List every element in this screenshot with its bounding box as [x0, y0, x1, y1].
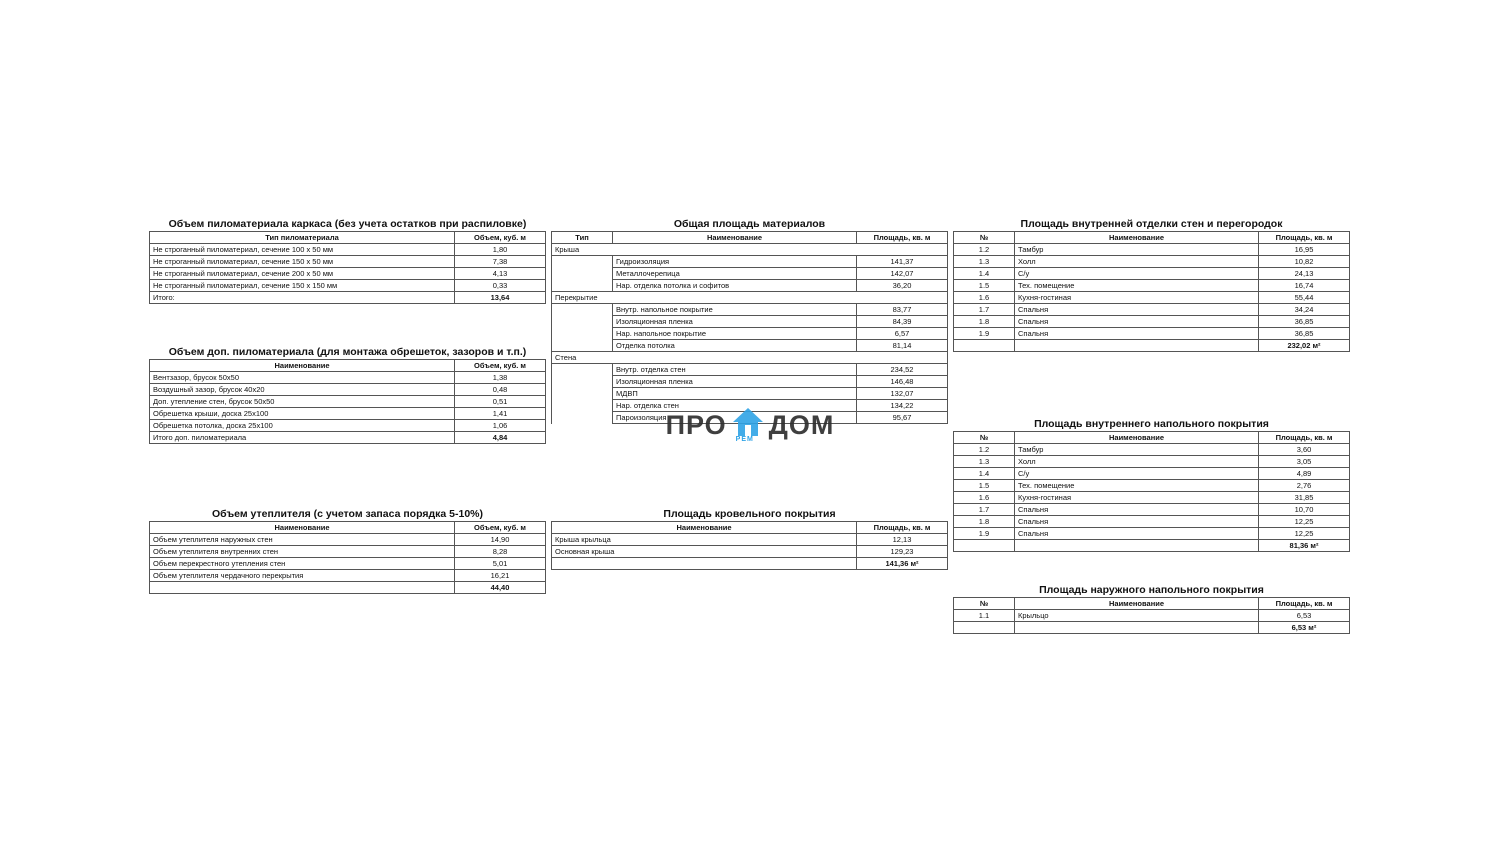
table-row [150, 570, 546, 582]
table-cell: 1.5 [954, 280, 1015, 292]
table-cell: С/у [1015, 268, 1259, 280]
table-cell: 4,13 [455, 268, 546, 280]
walls-table [953, 231, 1350, 352]
roof-table [551, 521, 948, 570]
group-spacer [552, 280, 613, 292]
table-cell: Кухня-гостиная [1015, 492, 1259, 504]
table-row [150, 396, 546, 408]
total-label [150, 582, 455, 594]
total-label [1015, 622, 1259, 634]
table-cell: 24,13 [1259, 268, 1350, 280]
table-cell: 1.5 [954, 480, 1015, 492]
table-cell: 83,77 [857, 304, 948, 316]
table-cell: Спальня [1015, 316, 1259, 328]
table-cell: 81,14 [857, 340, 948, 352]
table-row [552, 534, 948, 546]
table-cell: Холл [1015, 456, 1259, 468]
table-row [954, 328, 1350, 340]
table-row [552, 316, 948, 328]
table-cell: 3,60 [1259, 444, 1350, 456]
logo-sub: РЕМ [735, 436, 754, 443]
table-cell: 16,95 [1259, 244, 1350, 256]
table-row [954, 268, 1350, 280]
table-cell: 84,39 [857, 316, 948, 328]
table-cell: 146,48 [857, 376, 948, 388]
col-header: Наименование [150, 522, 455, 534]
total-label: Итого: [150, 292, 455, 304]
table-row [150, 534, 546, 546]
table-row [954, 610, 1350, 622]
col-header: № [954, 232, 1015, 244]
table-cell: 1.9 [954, 528, 1015, 540]
table-cell: 5,01 [455, 558, 546, 570]
table-row [954, 316, 1350, 328]
table-cell: 1.4 [954, 268, 1015, 280]
col-header: Площадь, кв. м [1259, 432, 1350, 444]
outer-floor-block [953, 583, 1350, 634]
table-row [150, 244, 546, 256]
outer-floor-title: Площадь наружного напольного покрытия [1039, 584, 1264, 596]
walls-block [953, 217, 1350, 352]
table-row [954, 528, 1350, 540]
table-cell: С/у [1015, 468, 1259, 480]
table-cell: Тамбур [1015, 444, 1259, 456]
materials-title: Общая площадь материалов [673, 218, 826, 230]
table-cell: Спальня [1015, 304, 1259, 316]
table-row [150, 558, 546, 570]
table-cell: 1.6 [954, 292, 1015, 304]
table-row [552, 304, 948, 316]
group-spacer [552, 412, 613, 424]
roof-title: Площадь кровельного покрытия [663, 508, 836, 520]
table-cell: 0,48 [455, 384, 546, 396]
table-cell: 36,85 [1259, 328, 1350, 340]
logo-text-right: ДОМ [768, 409, 835, 440]
table-cell: Изоляционная пленка [613, 316, 857, 328]
table-cell: Нар. отделка стен [613, 400, 857, 412]
table-cell: Отделка потолка [613, 340, 857, 352]
table-row [552, 280, 948, 292]
group-row [552, 352, 948, 364]
col-header: Наименование [1015, 598, 1259, 610]
walls-title: Площадь внутренней отделки стен и перегородок [1020, 218, 1283, 230]
table-cell: Спальня [1015, 504, 1259, 516]
col-header: № [954, 432, 1015, 444]
col-header: Объем, куб. м [455, 360, 546, 372]
table-cell: Обрешетка потолка, доска 25х100 [150, 420, 455, 432]
table-cell: Кухня-гостиная [1015, 292, 1259, 304]
table-row [954, 280, 1350, 292]
floor-title: Площадь внутреннего напольного покрытия [1034, 418, 1269, 430]
group-spacer [552, 268, 613, 280]
col-header: Тип [552, 232, 613, 244]
table-row [954, 492, 1350, 504]
table-row [150, 384, 546, 396]
group-spacer [552, 304, 613, 316]
table-cell: Основная крыша [552, 546, 857, 558]
table-cell: Нар. отделка потолка и софитов [613, 280, 857, 292]
table-cell: 12,25 [1259, 516, 1350, 528]
insulation-table [149, 521, 546, 594]
table-cell: 12,25 [1259, 528, 1350, 540]
table-cell: 6,53 [1259, 610, 1350, 622]
table-cell: 55,44 [1259, 292, 1350, 304]
table-row [552, 388, 948, 400]
group-type-label: Крыша [552, 244, 948, 256]
table-cell: 14,90 [455, 534, 546, 546]
group-spacer [552, 328, 613, 340]
table-row [150, 420, 546, 432]
total-label [1015, 540, 1259, 552]
table-cell: Крыша крыльца [552, 534, 857, 546]
group-row [552, 292, 948, 304]
group-spacer [552, 316, 613, 328]
col-header: Объем, куб. м [455, 522, 546, 534]
group-spacer [552, 364, 613, 376]
table-cell: 141,37 [857, 256, 948, 268]
group-spacer [552, 388, 613, 400]
col-header: Наименование [552, 522, 857, 534]
total-row [552, 558, 948, 570]
table-cell: Не строганный пиломатериал, сечение 150 х 150 мм [150, 280, 455, 292]
col-header: Площадь, кв. м [857, 232, 948, 244]
table-row [954, 292, 1350, 304]
table-cell: Изоляционная пленка [613, 376, 857, 388]
logo-text-left: ПРО [665, 409, 727, 440]
total-row [954, 622, 1350, 634]
frame-lumber-table [149, 231, 546, 304]
table-cell: Объем перекрестного утепления стен [150, 558, 455, 570]
col-header: Площадь, кв. м [1259, 598, 1350, 610]
insulation-title: Объем утеплителя (с учетом запаса порядка 5-10%) [211, 508, 484, 520]
total-value: 141,36 м² [857, 558, 948, 570]
table-cell: 129,23 [857, 546, 948, 558]
total-label [954, 340, 1015, 352]
table-row [954, 256, 1350, 268]
table-row [954, 516, 1350, 528]
group-type-label: Перекрытие [552, 292, 948, 304]
table-row [954, 304, 1350, 316]
outer-floor-table [953, 597, 1350, 634]
col-header: Наименование [1015, 232, 1259, 244]
table-cell: Вентзазор, брусок 50х50 [150, 372, 455, 384]
extra-lumber-title: Объем доп. пиломатериала (для монтажа обрешеток, зазоров и т.п.) [168, 346, 527, 358]
table-cell: Внутр. напольное покрытие [613, 304, 857, 316]
table-cell: Тех. помещение [1015, 480, 1259, 492]
table-cell: 4,89 [1259, 468, 1350, 480]
total-value: 81,36 м² [1259, 540, 1350, 552]
table-row [552, 376, 948, 388]
table-cell: 1.8 [954, 316, 1015, 328]
table-row [552, 340, 948, 352]
table-cell: 1.1 [954, 610, 1015, 622]
table-cell: Тамбур [1015, 244, 1259, 256]
table-row [150, 372, 546, 384]
col-header: Тип пиломатериала [150, 232, 455, 244]
table-cell: 0,33 [455, 280, 546, 292]
table-cell: 1.7 [954, 504, 1015, 516]
table-row [150, 408, 546, 420]
table-cell: Обрешетка крыши, доска 25х100 [150, 408, 455, 420]
group-row [552, 244, 948, 256]
table-cell: 34,24 [1259, 304, 1350, 316]
table-row [150, 256, 546, 268]
total-label [954, 622, 1015, 634]
total-label [954, 540, 1015, 552]
table-cell: 31,85 [1259, 492, 1350, 504]
table-cell: 1.2 [954, 444, 1015, 456]
table-cell: Спальня [1015, 528, 1259, 540]
watermark-logo [650, 402, 850, 448]
materials-table [551, 231, 948, 424]
frame-lumber-block [149, 217, 546, 304]
table-cell: Нар. напольное покрытие [613, 328, 857, 340]
table-cell: 1.9 [954, 328, 1015, 340]
table-cell: 3,05 [1259, 456, 1350, 468]
house-icon [731, 407, 765, 443]
table-cell: 36,85 [1259, 316, 1350, 328]
frame-lumber-title: Объем пиломатериала каркаса (без учета остатков при распиловке) [168, 218, 527, 230]
group-spacer [552, 400, 613, 412]
total-value: 6,53 м² [1259, 622, 1350, 634]
total-row [954, 540, 1350, 552]
total-value: 13,64 [455, 292, 546, 304]
table-cell: Металлочерепица [613, 268, 857, 280]
group-spacer [552, 376, 613, 388]
total-row [150, 292, 546, 304]
table-cell: МДВП [613, 388, 857, 400]
table-cell: 1,06 [455, 420, 546, 432]
materials-block [551, 217, 948, 424]
table-cell: 36,20 [857, 280, 948, 292]
col-header: Объем, куб. м [455, 232, 546, 244]
table-cell: 16,21 [455, 570, 546, 582]
table-row [954, 444, 1350, 456]
total-label: Итого доп. пиломатериала [150, 432, 455, 444]
table-cell: Спальня [1015, 328, 1259, 340]
table-cell: 12,13 [857, 534, 948, 546]
col-header: Площадь, кв. м [1259, 232, 1350, 244]
table-cell: 1,38 [455, 372, 546, 384]
table-row [954, 468, 1350, 480]
table-row [552, 546, 948, 558]
table-cell: 2,76 [1259, 480, 1350, 492]
table-cell: 1.7 [954, 304, 1015, 316]
group-type-label: Стена [552, 352, 948, 364]
table-row [954, 456, 1350, 468]
table-cell: 142,07 [857, 268, 948, 280]
extra-lumber-block [149, 345, 546, 444]
table-cell: Не строганный пиломатериал, сечение 150 х 50 мм [150, 256, 455, 268]
table-row [954, 504, 1350, 516]
total-row [150, 432, 546, 444]
table-cell: Внутр. отделка стен [613, 364, 857, 376]
table-cell: 1,41 [455, 408, 546, 420]
table-cell: Объем утеплителя внутренних стен [150, 546, 455, 558]
table-cell: Не строганный пиломатериал, сечение 100 х 50 мм [150, 244, 455, 256]
table-cell: 0,51 [455, 396, 546, 408]
total-label [1015, 340, 1259, 352]
table-cell: Гидроизоляция [613, 256, 857, 268]
table-row [552, 364, 948, 376]
total-label [552, 558, 857, 570]
col-header: Наименование [613, 232, 857, 244]
table-row [552, 268, 948, 280]
floor-table [953, 431, 1350, 552]
table-row [150, 268, 546, 280]
table-cell: 1.4 [954, 468, 1015, 480]
table-cell: 1.6 [954, 492, 1015, 504]
col-header: Площадь, кв. м [857, 522, 948, 534]
table-cell: 1.2 [954, 244, 1015, 256]
table-cell: 8,28 [455, 546, 546, 558]
roof-block [551, 507, 948, 570]
group-spacer [552, 256, 613, 268]
table-cell: 1.3 [954, 456, 1015, 468]
extra-lumber-table [149, 359, 546, 444]
table-cell: Холл [1015, 256, 1259, 268]
table-cell: 6,57 [857, 328, 948, 340]
insulation-block [149, 507, 546, 594]
table-cell: Крыльцо [1015, 610, 1259, 622]
table-cell: 7,38 [455, 256, 546, 268]
table-cell: Доп. утепление стен, брусок 50х50 [150, 396, 455, 408]
table-cell: Объем утеплителя чердачного перекрытия [150, 570, 455, 582]
col-header: Наименование [1015, 432, 1259, 444]
col-header: № [954, 598, 1015, 610]
table-cell: 132,07 [857, 388, 948, 400]
table-cell: Не строганный пиломатериал, сечение 200 х 50 мм [150, 268, 455, 280]
floor-block [953, 417, 1350, 552]
table-cell: 1,80 [455, 244, 546, 256]
table-row [954, 480, 1350, 492]
total-row [954, 340, 1350, 352]
table-cell: Спальня [1015, 516, 1259, 528]
table-cell: 10,70 [1259, 504, 1350, 516]
total-value: 232,02 м² [1259, 340, 1350, 352]
table-row [954, 244, 1350, 256]
table-cell: Пароизоляция [613, 412, 857, 424]
table-cell: Объем утеплителя наружных стен [150, 534, 455, 546]
table-cell: 16,74 [1259, 280, 1350, 292]
table-cell: 10,82 [1259, 256, 1350, 268]
table-cell: 1.8 [954, 516, 1015, 528]
table-row [150, 280, 546, 292]
group-spacer [552, 340, 613, 352]
table-row [150, 546, 546, 558]
table-cell: 134,22 [857, 400, 948, 412]
total-value: 4,84 [455, 432, 546, 444]
table-row [552, 256, 948, 268]
table-cell: 95,67 [857, 412, 948, 424]
table-cell: 1.3 [954, 256, 1015, 268]
table-cell: 234,52 [857, 364, 948, 376]
table-cell: Тех. помещение [1015, 280, 1259, 292]
table-cell: Воздушный зазор, брусок 40х20 [150, 384, 455, 396]
table-row [552, 328, 948, 340]
col-header: Наименование [150, 360, 455, 372]
total-value: 44,40 [455, 582, 546, 594]
total-row [150, 582, 546, 594]
